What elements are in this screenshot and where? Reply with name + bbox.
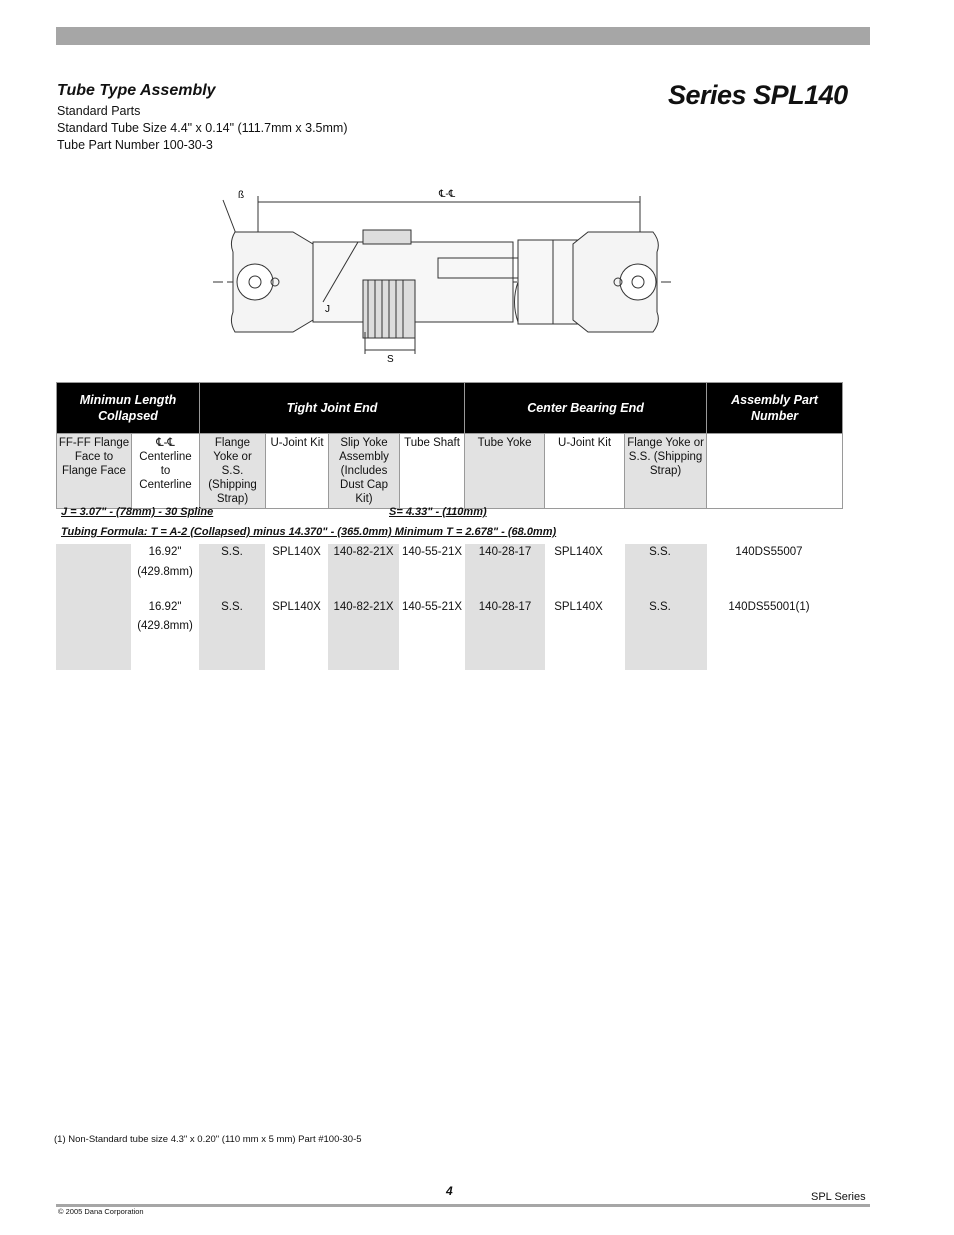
j-label: J [325,304,330,315]
cc-label: ℄-℄ [439,189,456,200]
row1-tube-yoke: 140-28-17 [478,546,532,558]
row1-slip: 140-82-21X [333,546,394,558]
row2-shaft: 140-55-21X [401,601,463,613]
driveshaft-diagram [213,182,673,372]
row2-tube-yoke: 140-28-17 [478,601,532,613]
sub-ff: FF-FF Flange Face to Flange Face [57,434,132,509]
header-assembly-part: Assembly Part Number [707,383,843,434]
row2-ujoint-2: SPL140X [554,601,603,613]
row2-flange-2: S.S. [649,601,671,613]
sub-tube-shaft: Tube Shaft [400,434,465,509]
footer-series: SPL Series [811,1191,866,1203]
row1-cc-mm: (429.8mm) [137,566,193,578]
row2-flange: S.S. [221,601,243,613]
sub-flange-yoke: Flange Yoke or S.S. (Shipping Strap) [200,434,266,509]
tube-part-line: Tube Part Number 100-30-3 [57,138,213,152]
row1-shaft: 140-55-21X [401,546,463,558]
tube-size-line: Standard Tube Size 4.4" x 0.14" (111.7mm x 3.5mm) [57,121,348,135]
sub-slip-yoke: Slip Yoke Assembly (Includes Dust Cap Kit) [329,434,400,509]
beta-label: ß [238,190,245,201]
sub-flange-yoke-2: Flange Yoke or S.S. (Shipping Strap) [625,434,707,509]
row2-slip: 140-82-21X [333,601,394,613]
header-tight-joint: Tight Joint End [200,383,465,434]
row1-ujoint-2: SPL140X [554,546,603,558]
shade-col-ff [56,544,131,670]
j-formula: J = 3.07" - (78mm) - 30 Spline [61,506,214,518]
page-number: 4 [446,1184,453,1198]
sub-ujoint-2: U-Joint Kit [545,434,625,509]
sub-tube-yoke: Tube Yoke [465,434,545,509]
standard-parts-line: Standard Parts [57,104,141,118]
row2-cc-mm: (429.8mm) [137,620,193,632]
row1-flange-2: S.S. [649,546,671,558]
s-formula: S= 4.33" - (110mm) [389,506,487,518]
row1-flange: S.S. [221,546,243,558]
copyright: © 2005 Dana Corporation [58,1207,144,1216]
row1-ujoint: SPL140X [272,546,321,558]
footer-bar [56,1204,870,1207]
row1-cc: 16.92" [148,546,182,558]
row2-cc: 16.92" [148,601,182,613]
sub-assembly [707,434,843,509]
sub-ujoint: U-Joint Kit [266,434,329,509]
row1-part: 140DS55007 [735,546,803,558]
header-center-bearing: Center Bearing End [465,383,707,434]
sub-cc: ℄-℄ Centerline to Centerline [132,434,200,509]
assembly-title: Tube Type Assembly [57,82,216,99]
s-label: S [387,354,394,365]
footnote: (1) Non-Standard tube size 4.3" x 0.20" (110 mm x 5 mm) Part #100-30-5 [54,1134,362,1145]
row2-ujoint: SPL140X [272,601,321,613]
tubing-formula: Tubing Formula: T = A-2 (Collapsed) minus 14.370" - (365.0mm) Minimum T = 2.678" - (68.0mm) [61,526,557,538]
header-bar [56,27,870,45]
header-min-length: Minimun Length Collapsed [57,383,200,434]
parts-table [56,382,843,509]
row2-part: 140DS55001(1) [728,601,810,613]
series-title: Series SPL140 [668,80,848,110]
